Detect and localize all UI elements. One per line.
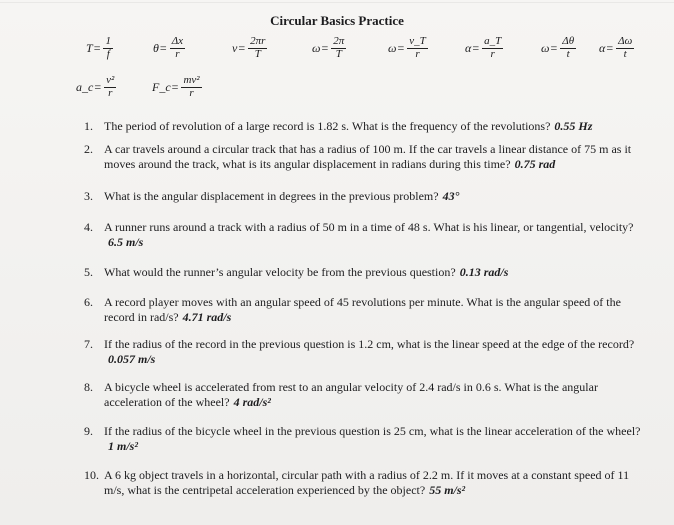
formula-centripetal-acceleration: a_c = $\frac{\text{v²}}{r}$	[76, 74, 115, 99]
question-text: A runner runs around a track with a radius of 50 m in a time of 48 s. What is his linear, or tangential, velocity?	[104, 220, 634, 234]
formula-num: 2π	[333, 35, 345, 47]
question-number: 5.	[84, 265, 93, 279]
formula-den: r	[490, 47, 495, 60]
formula-den: f	[106, 47, 110, 60]
formula-num: v_T	[409, 35, 426, 47]
formula-lhs: a_c	[76, 79, 94, 94]
question-text: A record player moves with an angular speed of 45 revolutions per minute. What is the angular speed of the record in rad/s?	[104, 295, 621, 324]
question-answer: 0.55 Hz	[554, 119, 593, 133]
formula-den: t	[623, 47, 627, 60]
paper-edge	[0, 2, 674, 3]
question-text: A bicycle wheel is accelerated from rest to an angular velocity of 2.4 rad/s in 0.6 s. What is the angular acceleration of the wheel?	[104, 380, 598, 409]
question-text: A 6 kg object travels in a horizontal, circular path with a radius of 2.2 m. If it moves at a constant speed of 11 m/s, what is the centripetal acceleration experienced by the object?	[104, 468, 630, 497]
question-answer: 55 m/s²	[429, 483, 466, 497]
formula-den: r	[175, 47, 180, 60]
formula-angular-velocity-tangential: ω = $\frac{v\_T}{r}$	[388, 35, 426, 60]
question-text: If the radius of the bicycle wheel in the previous question is 25 cm, what is the linear acceleration of the wheel?	[104, 424, 641, 438]
formula-angular-acceleration-delta: α = $\frac{\Delta\omega}{t}$	[599, 35, 633, 60]
formula-angular-displacement: θ = $\frac{\Delta x}{r}$	[153, 35, 184, 60]
formula-den: T	[335, 47, 342, 60]
formula-lhs: F_c	[152, 79, 171, 94]
formula-linear-velocity: v = $\frac{2\pi r}{T}$	[232, 35, 266, 60]
question-number: 6.	[84, 295, 93, 309]
formula-centripetal-force: F_c = $\frac{\text{mv²}}{r}$	[152, 74, 200, 99]
formula-lhs: θ	[153, 40, 159, 55]
formula-num: 2πr	[250, 35, 266, 47]
formula-num: v²	[106, 74, 115, 86]
question-answer: 0.057 m/s	[108, 352, 156, 366]
question-text: The period of revolution of a large record is 1.82 s. What is the frequency of the revolutions?	[104, 119, 551, 133]
formula-angular-acceleration-tangential: α = $\frac{a\_T}{r}$	[465, 35, 502, 60]
formula-den: r	[415, 47, 420, 60]
question-answer: 43°	[442, 189, 460, 203]
question-number: 4.	[84, 220, 93, 234]
formula-angular-velocity-delta: ω = $\frac{\Delta\theta}{t}$	[541, 35, 575, 60]
page-title: Circular Basics Practice	[270, 13, 404, 28]
question-number: 8.	[84, 380, 93, 394]
formula-num: Δθ	[562, 35, 575, 47]
question-answer: 4 rad/s²	[233, 395, 271, 409]
question-text: What would the runner’s angular velocity be from the previous question?	[104, 265, 456, 279]
formula-num: 1	[105, 35, 111, 47]
question-answer: 0.13 rad/s	[459, 265, 509, 279]
question-text: What is the angular displacement in degrees in the previous problem?	[104, 189, 439, 203]
question-text: If the radius of the record in the previous question is 1.2 cm, what is the linear speed at the edge of the record?	[104, 337, 635, 351]
question-number: 2.	[84, 142, 93, 156]
question-answer: 1 m/s²	[108, 439, 138, 453]
formula-num: a_T	[484, 35, 502, 47]
question-number: 10.	[84, 468, 99, 482]
formula-period: T = $\frac{1}{f}$	[86, 35, 111, 60]
question-number: 7.	[84, 337, 93, 351]
question-answer: 0.75 rad	[514, 157, 556, 171]
formula-lhs: α	[599, 40, 606, 55]
formula-lhs: v	[232, 40, 238, 55]
question-number: 1.	[84, 119, 93, 133]
formula-num: Δx	[171, 35, 184, 47]
formula-lhs: α	[465, 40, 472, 55]
formula-angular-velocity-period: ω = $\frac{2\pi}{T}$	[312, 35, 345, 60]
formula-den: T	[254, 47, 261, 60]
question-answer: 6.5 m/s	[108, 235, 144, 249]
formula-den: r	[108, 86, 113, 99]
question-number: 9.	[84, 424, 93, 438]
question-answer: 4.71 rad/s	[182, 310, 232, 324]
formula-lhs: T	[86, 40, 93, 55]
formula-den: t	[566, 47, 570, 60]
formula-num: Δω	[618, 35, 633, 47]
formula-lhs: ω	[312, 40, 321, 55]
formula-num: mv²	[183, 74, 200, 86]
question-text: A car travels around a circular track that has a radius of 100 m. If the car travels a linear distance of 75 m as it moves around the track, what is its angular displacement in radians during this time?	[104, 142, 632, 171]
question-number: 3.	[84, 189, 93, 203]
formula-lhs: ω	[388, 40, 397, 55]
formula-den: r	[189, 86, 194, 99]
formula-lhs: ω	[541, 40, 550, 55]
